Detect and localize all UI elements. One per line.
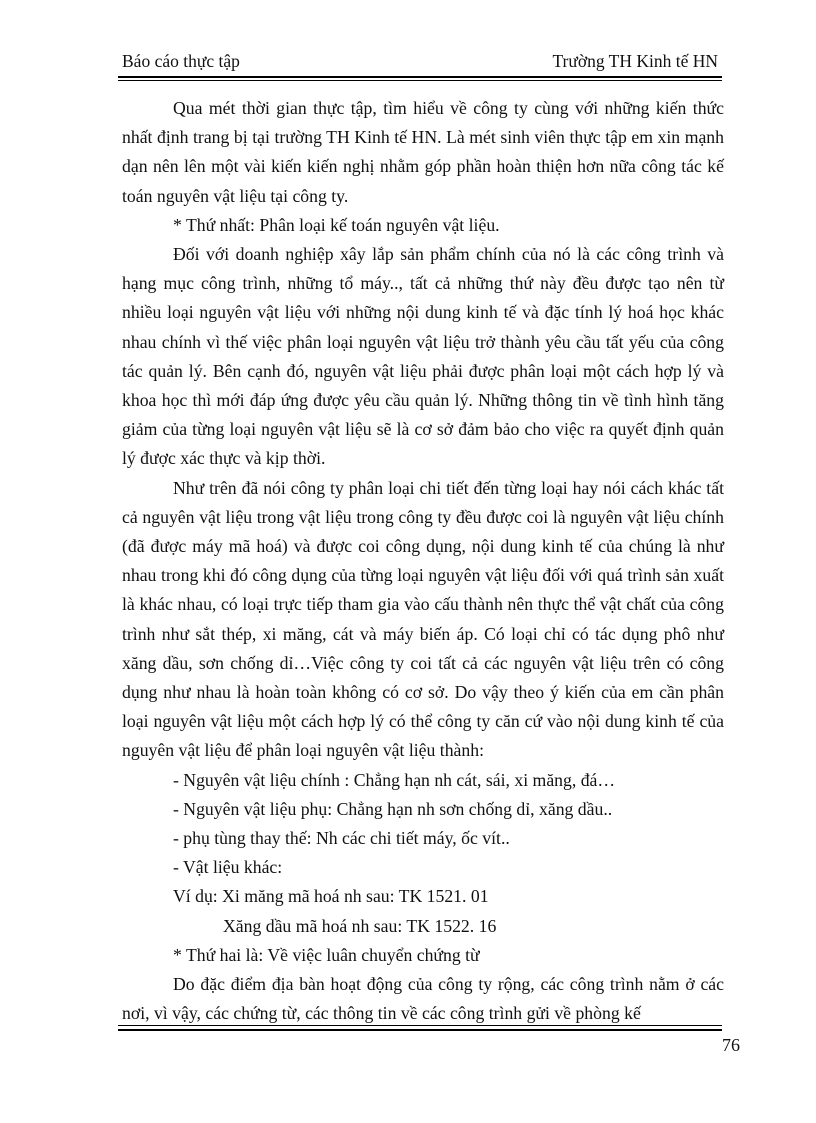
page-header xyxy=(118,50,722,74)
header-rule-thick xyxy=(118,76,722,78)
example-line: Xăng dầu mã hoá nh sau: TK 1522. 16 xyxy=(223,915,497,936)
page-number: 76 xyxy=(722,1035,740,1055)
footer-rule-thin xyxy=(118,1025,722,1026)
header-report-title: Báo cáo thực tập xyxy=(122,51,240,71)
document-body xyxy=(122,94,724,1029)
footer-rule-thick xyxy=(118,1029,722,1031)
section-one-heading: * Thứ nhất: Phân loại kế toán nguyên vật liệu. xyxy=(173,214,500,235)
paragraph-intro: Qua mét thời gian thực tập, tìm hiểu về công ty cùng với những kiến thức nhất định trang bị tại trường TH Kinh tế HN. Là mét sinh viên thực tập em xin mạnh dạn nên lên một vài kiến kiến nghị nhằm góp phần hoàn thiện hơn nữa công tác kế toán nguyên vật liệu tại công ty. xyxy=(122,98,724,206)
paragraph-documents: Do đặc điểm địa bàn hoạt động của công ty rộng, các công trình nằm ở các nơi, vì vậy, các chứng từ, các thông tin về các công trình gửi về phòng kế xyxy=(122,974,724,1024)
list-item: - Nguyên vật liệu phụ: Chẳng hạn nh sơn chống dỉ, xăng dầu.. xyxy=(173,798,613,819)
list-item: - Vật liệu khác: xyxy=(173,857,283,878)
header-school-name: Trường TH Kinh tế HN xyxy=(552,51,718,71)
list-item: - phụ tùng thay thế: Nh các chi tiết máy, ốc vít.. xyxy=(173,828,510,849)
paragraph-current-practice: Như trên đã nói công ty phân loại chi tiết đến từng loại hay nói cách khác tất cả nguyên vật liệu trong vật liệu trong công ty đều được coi là nguyên vật liệu chính (đã được máy mã hoá) và được coi công dụng, nội dung kinh tế của chúng là như nhau trong khi đó công dụng của từng loại nguyên vật liệu đối với quá trình sản xuất là khác nhau, có loại trực tiếp tham gia vào cấu thành nên thực thể vật chất của công trình như sắt thép, xi măng, cát và máy biến áp. Có loại chỉ có tác dụng phô như xăng dầu, sơn chống dỉ…Việc công ty coi tất cả các nguyên vật liệu trên có công dụng như nhau là hoàn toàn không có cơ sở. Do vậy theo ý kiến của em cần phân loại nguyên vật liệu một cách hợp lý có thể công ty căn cứ vào nội dung kinh tế của nguyên vật liệu để phân loại nguyên vật liệu thành: xyxy=(122,477,724,761)
paragraph-classification: Đối với doanh nghiệp xây lắp sản phẩm chính của nó là các công trình và hạng mục công trình, những tổ máy.., tất cả những thứ này đều được tạo nên từ nhiều loại nguyên vật liệu với những nội dung kinh tế và đặc tính lý hoá học khác nhau chính vì thế việc phân loại nguyên vật liệu trở thành yêu cầu tất yếu của công tác quản lý. Bên cạnh đó, nguyên vật liệu phải được phân loại một cách hợp lý và khoa học thì mới đáp ứng được yêu cầu quản lý. Những thông tin về tình hình tăng giảm của từng loại nguyên vật liệu sẽ là cơ sở đảm bảo cho việc ra quyết định quản lý được xác thực và kịp thời. xyxy=(122,244,724,469)
header-rule-thin xyxy=(118,80,722,81)
example-line: Ví dụ: Xi măng mã hoá nh sau: TK 1521. 01 xyxy=(173,886,489,907)
list-item: - Nguyên vật liệu chính : Chẳng hạn nh cát, sái, xi măng, đá… xyxy=(173,769,616,790)
section-two-heading: * Thứ hai là: Về việc luân chuyển chứng từ xyxy=(173,944,480,965)
